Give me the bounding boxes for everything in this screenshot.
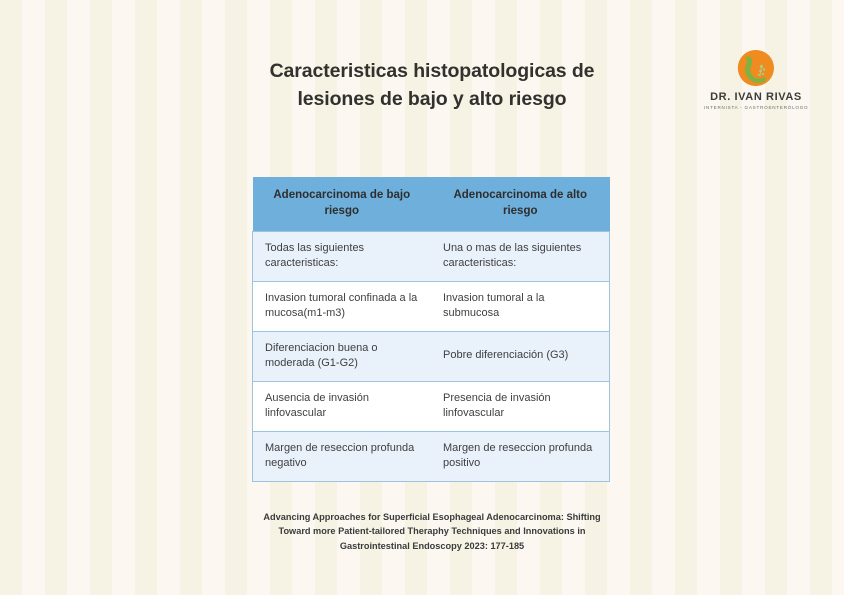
cell-low-risk: Margen de reseccion profunda negativo	[253, 431, 432, 481]
table-row	[253, 431, 610, 481]
cell-high-risk: Presencia de invasión linfovascular	[431, 381, 610, 431]
logo-subtitle: INTERNISTA - GASTROENTERÓLOGO	[704, 105, 809, 111]
page-title	[222, 58, 642, 113]
column-header-low-risk: Adenocarcinoma de bajo riesgo	[253, 177, 432, 232]
table-header-row	[253, 177, 610, 232]
cell-low-risk: Invasion tumoral confinada a la mucosa(m1-m3)	[253, 281, 432, 331]
comparison-table	[252, 177, 610, 482]
citation-line-2: Toward more Patient-tailored Theraphy Techniques and Innovations in	[278, 526, 586, 537]
cell-high-risk: Una o mas de las siguientes caracteristicas:	[431, 232, 610, 282]
table-row	[253, 381, 610, 431]
page-title-line-1: Caracteristicas histopatologicas de	[269, 60, 595, 82]
table-row	[253, 331, 610, 381]
table-row	[253, 232, 610, 282]
citation-line-1: Advancing Approaches for Superficial Esophageal Adenocarcinoma: Shifting	[263, 512, 601, 522]
citation-line-3: Gastrointestinal Endoscopy 2023: 177-185	[339, 540, 525, 551]
cell-high-risk: Invasion tumoral a la submucosa	[431, 281, 610, 331]
table-row	[253, 281, 610, 331]
cell-low-risk: Todas las siguientes caracteristicas:	[253, 232, 432, 282]
logo	[704, 48, 808, 110]
column-header-high-risk: Adenocarcinoma de alto riesgo	[431, 177, 610, 232]
table-body	[253, 232, 610, 482]
cell-high-risk: Pobre diferenciación (G3)	[431, 331, 610, 381]
stomach-logo-icon	[736, 48, 776, 88]
citation	[222, 510, 642, 553]
cell-high-risk: Margen de reseccion profunda positivo	[431, 431, 610, 481]
cell-low-risk: Ausencia de invasión linfovascular	[253, 381, 432, 431]
page-title-line-2: lesiones de bajo y alto riesgo	[297, 87, 567, 110]
logo-name: DR. IVAN RIVAS	[710, 91, 802, 103]
comparison-table-container	[252, 177, 610, 482]
cell-low-risk: Diferenciacion buena o moderada (G1-G2)	[253, 331, 432, 381]
table-head	[253, 177, 610, 232]
